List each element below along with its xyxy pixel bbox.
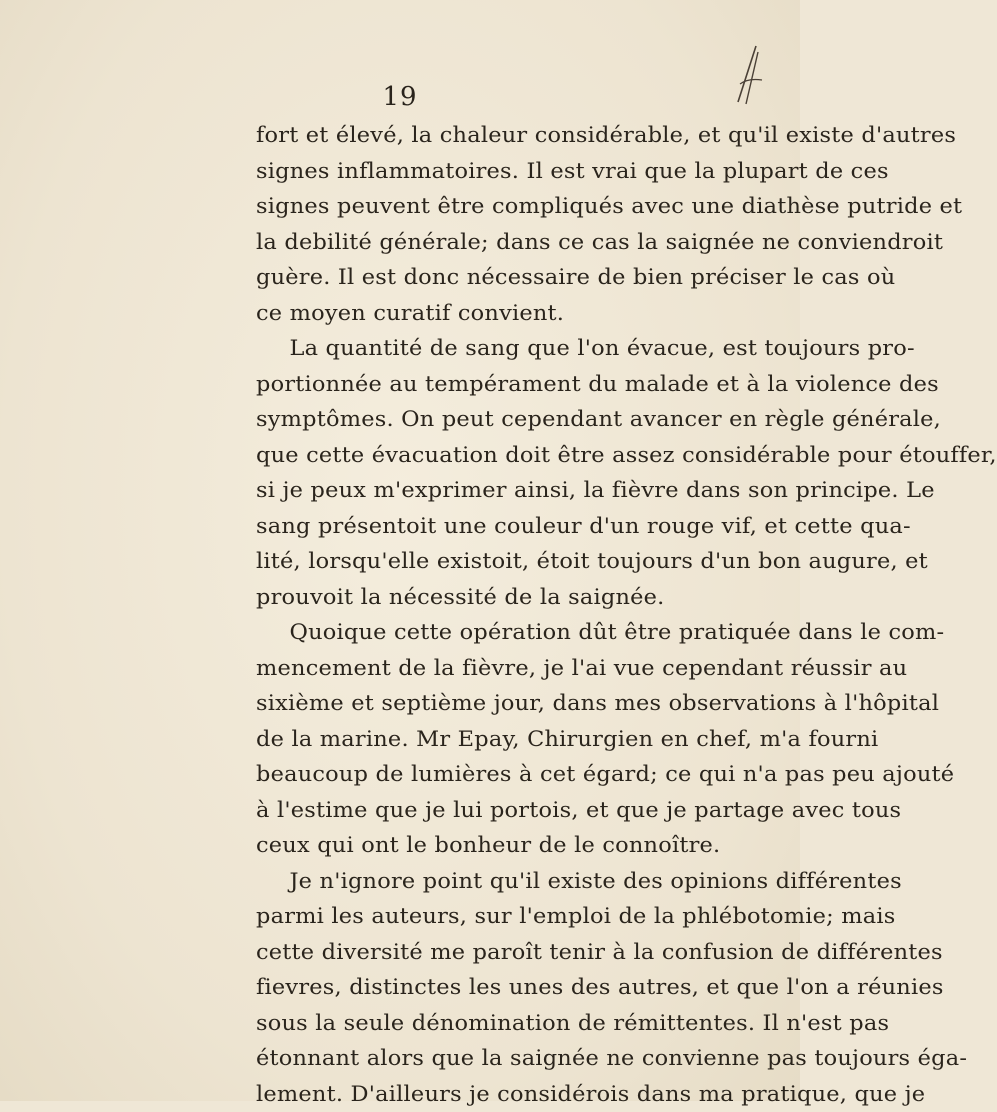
text-line: portionnée au tempérament du malade et à la violence des bbox=[256, 367, 747, 403]
text-line: la debilité générale; dans ce cas la saignée ne conviendroit bbox=[256, 225, 747, 261]
text-line: cette diversité me paroît tenir à la confusion de différentes bbox=[256, 935, 747, 971]
text-line: Je n'ignore point qu'il existe des opinions différentes bbox=[256, 864, 747, 900]
text-line: mencement de la fièvre, je l'ai vue cependant réussir au bbox=[256, 651, 747, 687]
text-line: à l'estime que je lui portois, et que je partage avec tous bbox=[256, 793, 747, 829]
text-line: sixième et septième jour, dans mes observations à l'hôpital bbox=[256, 686, 747, 722]
text-line: sous la seule dénomination de rémittentes. Il n'est pas bbox=[256, 1006, 747, 1042]
text-line: sang présentoit une couleur d'un rouge vif, et cette qua- bbox=[256, 509, 747, 545]
text-line: beaucoup de lumières à cet égard; ce qui n'a pas peu ajouté bbox=[256, 757, 747, 793]
text-line: ceux qui ont le bonheur de le connoître. bbox=[256, 828, 747, 864]
text-line: que cette évacuation doit être assez considérable pour étouffer, bbox=[256, 438, 747, 474]
text-line: La quantité de sang que l'on évacue, est toujours pro- bbox=[256, 331, 747, 367]
text-line: étonnant alors que la saignée ne convienne pas toujours éga- bbox=[256, 1041, 747, 1077]
text-line: fievres, distinctes les unes des autres, et que l'on a réunies bbox=[256, 970, 747, 1006]
text-line: prouvoit la nécessité de la saignée. bbox=[256, 580, 747, 616]
text-line: signes peuvent être compliqués avec une diathèse putride et bbox=[256, 189, 747, 225]
text-line: Quoique cette opération dût être pratiquée dans le com- bbox=[256, 615, 747, 651]
text-line: si je peux m'exprimer ainsi, la fièvre dans son principe. Le bbox=[256, 473, 747, 509]
text-line: symptômes. On peut cependant avancer en règle générale, bbox=[256, 402, 747, 438]
text-line: signes inflammatoires. Il est vrai que la plupart de ces bbox=[256, 154, 747, 190]
page-number: 19 bbox=[0, 82, 800, 112]
text-line: ce moyen curatif convient. bbox=[256, 296, 747, 332]
text-line: lement. D'ailleurs je considérois dans ma pratique, que je bbox=[256, 1077, 747, 1112]
text-line: parmi les auteurs, sur l'emploi de la phlébotomie; mais bbox=[256, 899, 747, 935]
text-line: lité, lorsqu'elle existoit, étoit toujours d'un bon augure, et bbox=[256, 544, 747, 580]
pen-mark-icon bbox=[728, 44, 768, 108]
text-line: guère. Il est donc nécessaire de bien préciser le cas où bbox=[256, 260, 747, 296]
text-line: de la marine. Mr Epay, Chirurgien en chef, m'a fourni bbox=[256, 722, 747, 758]
text-line: fort et élevé, la chaleur considérable, et qu'il existe d'autres bbox=[256, 118, 747, 154]
body-text bbox=[256, 118, 747, 1112]
